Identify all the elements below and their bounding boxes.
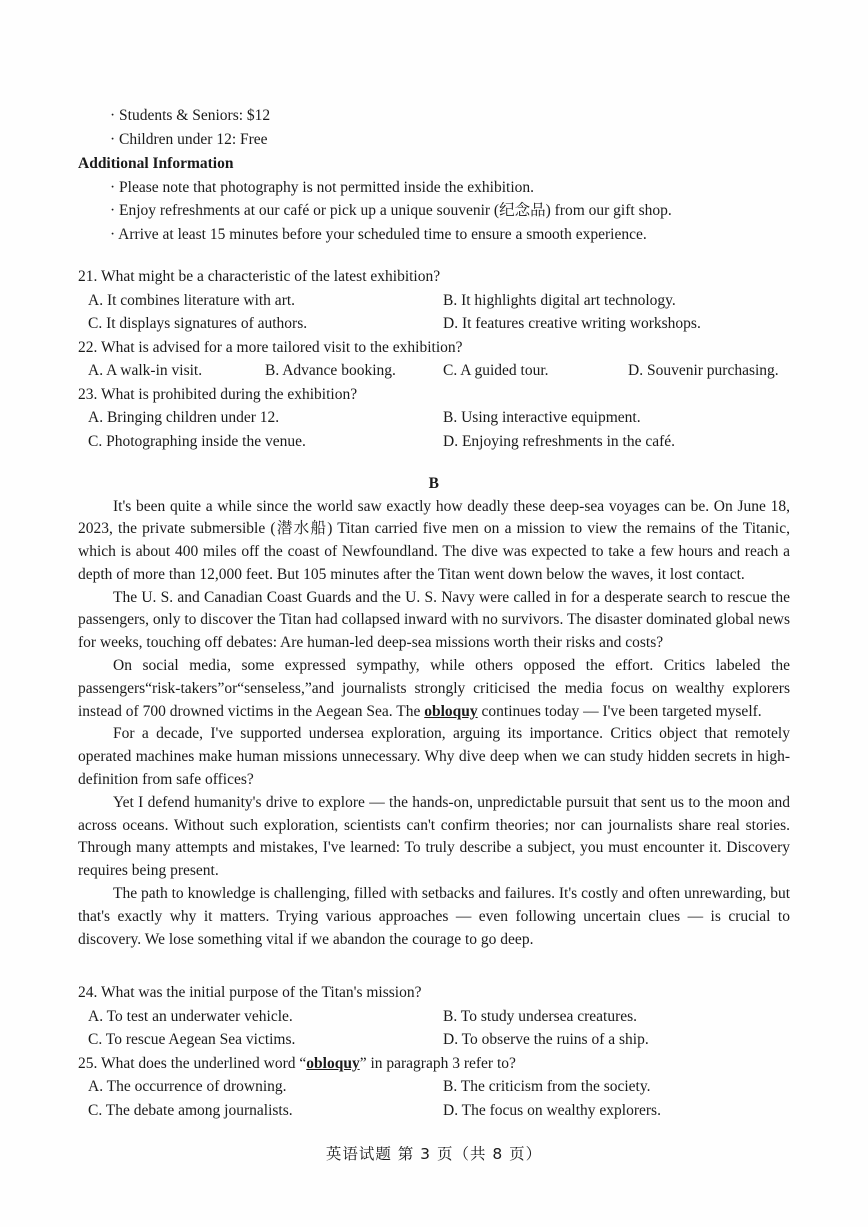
option-d[interactable]: D. Souvenir purchasing. <box>628 362 779 379</box>
option-row <box>78 1005 790 1029</box>
passage-paragraph-4: For a decade, I've supported undersea exploration, arguing its importance. Critics object that remotely operated machines make human missions unnecessary. Why dive deep when we can study hidden secrets in high-definition from safe offices? <box>78 725 790 789</box>
option-row <box>78 289 790 313</box>
passage-paragraph-6: The path to knowledge is challenging, filled with setbacks and failures. It's costly and often unrewarding, but that's exactly why it matters. Trying various approaches — even following uncertain clues — is crucial to discovery. We lose something vital if we abandon the courage to go deep. <box>78 885 790 948</box>
question-stem: 21. What might be a characteristic of the latest exhibition? <box>78 268 441 285</box>
additional-information-heading: Additional Information <box>78 155 234 172</box>
obloquy-keyword: obloquy <box>306 1054 360 1072</box>
passage-paragraph-5: Yet I defend humanity's drive to explore — the hands-on, unpredictable pursuit that sent us to the moon and across oceans. Without such exploration, scientists can't confirm theories; nor can journalists share real stories. Through many attempts and mistakes, I've learned: To truly describe a subject, you must encounter it. Discovery requires being present. <box>78 793 790 880</box>
option-b[interactable]: B. Using interactive equipment. <box>443 409 641 426</box>
question-21 <box>78 265 790 336</box>
option-row <box>78 430 790 454</box>
option-d[interactable]: D. It features creative writing workshops. <box>443 315 701 332</box>
passage-paragraph-3 <box>78 655 790 723</box>
option-row <box>78 1099 790 1123</box>
option-row <box>78 1075 790 1099</box>
option-a[interactable]: A. It combines literature with art. <box>88 291 296 309</box>
option-b[interactable]: B. It highlights digital art technology. <box>443 291 676 309</box>
paragraph-3-text-before: On social media, some expressed sympathy, while others opposed the effort. Critics labeled the passengers“risk-takers”or“senseless,”and journalists strongly criticised the media focus on wealthy explorers instead of 700 drowned victims in the Aegean Sea. The <box>78 657 790 720</box>
pricing-bullet-item: · Students & Seniors: $12 <box>110 107 271 124</box>
question-25 <box>78 1052 790 1123</box>
option-b[interactable]: B. To study undersea creatures. <box>443 1007 638 1025</box>
question-24 <box>78 981 790 1052</box>
page-footer <box>0 1142 868 1164</box>
additional-information-item: · Please note that photography is not permitted inside the exhibition. <box>110 178 535 196</box>
question-23 <box>78 383 790 454</box>
spacer <box>78 453 790 472</box>
pricing-bullet-list <box>78 104 790 151</box>
option-d[interactable]: D. The focus on wealthy explorers. <box>443 1101 661 1119</box>
question-stem: 24. What was the initial purpose of the Titan's mission? <box>78 984 422 1002</box>
option-a[interactable]: A. A walk-in visit. <box>88 362 203 379</box>
additional-information-item: · Enjoy refreshments at our café or pick up a unique souvenir (纪念品) from our gift shop. <box>110 202 672 219</box>
option-b[interactable]: B. The criticism from the society. <box>443 1078 651 1096</box>
spacer <box>78 246 790 265</box>
passage-paragraph-2: The U. S. and Canadian Coast Guards and the U. S. Navy were called in for a desperate search to rescue the passengers, only to discover the Titan had collapsed inward with no survivors. The disaster dominated global news for weeks, touching off debates: Are human-led deep-sea missions worth their risks and costs? <box>78 588 790 652</box>
additional-information-list <box>78 176 790 247</box>
option-row <box>78 406 790 430</box>
option-c[interactable]: C. Photographing inside the venue. <box>88 432 306 450</box>
option-d[interactable]: D. Enjoying refreshments in the café. <box>443 432 675 450</box>
option-row <box>78 1028 790 1052</box>
footer-text: 英语试题 第 3 页（共 8 页） <box>325 1145 543 1163</box>
question-stem: 23. What is prohibited during the exhibition? <box>78 385 358 403</box>
option-a[interactable]: A. To test an underwater vehicle. <box>88 1007 293 1025</box>
option-row <box>78 359 790 383</box>
option-d[interactable]: D. To observe the ruins of a ship. <box>443 1031 649 1049</box>
option-b[interactable]: B. Advance booking. <box>265 362 396 379</box>
option-a[interactable]: A. Bringing children under 12. <box>88 409 280 426</box>
question-25-stem-before: 25. What does the underlined word “ <box>78 1054 307 1072</box>
option-row <box>78 312 790 336</box>
option-c[interactable]: C. The debate among journalists. <box>88 1101 293 1119</box>
option-a[interactable]: A. The occurrence of drowning. <box>88 1078 287 1096</box>
question-stem <box>78 1052 790 1076</box>
additional-information-item: · Arrive at least 15 minutes before your scheduled time to ensure a smooth experience. <box>110 225 647 243</box>
option-c[interactable]: C. To rescue Aegean Sea victims. <box>88 1031 296 1049</box>
option-c[interactable]: C. It displays signatures of authors. <box>88 315 308 332</box>
spacer <box>78 951 790 981</box>
passage-paragraph-1: It's been quite a while since the world saw exactly how deadly these deep-sea voyages can be. On June 18, 2023, the private submersible (潜水船) Titan carried five men on a mission to view the remains of the Titanic, which is about 400 miles off the coast of Newfoundland. The dive was expected to take a few hours and reach a depth of more than 12,000 feet. But 105 minutes after the Titan went down below the waves, it lost contact. <box>78 497 790 583</box>
option-c[interactable]: C. A guided tour. <box>443 362 549 379</box>
obloquy-keyword: obloquy <box>424 702 478 720</box>
pricing-bullet-item: · Children under 12: Free <box>110 130 268 148</box>
page-content <box>78 104 790 1122</box>
question-22 <box>78 336 790 383</box>
paragraph-3-text-after: continues today — I've been targeted myself. <box>477 702 762 720</box>
question-25-stem-after: ” in paragraph 3 refer to? <box>359 1054 516 1072</box>
passage-section-label: B <box>428 475 440 492</box>
question-stem: 22. What is advised for a more tailored visit to the exhibition? <box>78 338 463 356</box>
